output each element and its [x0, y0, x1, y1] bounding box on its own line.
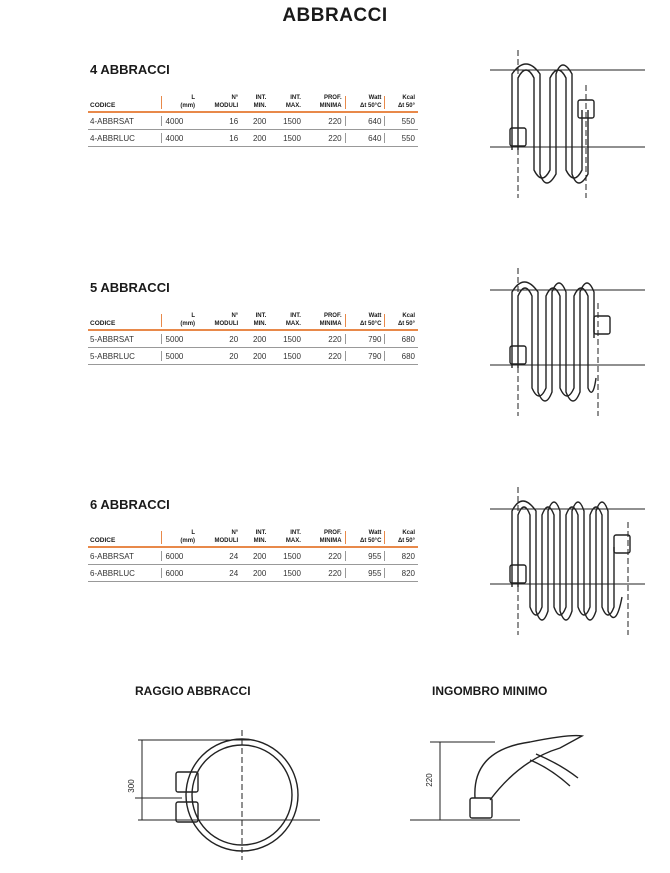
cell-int-min: 200: [252, 117, 267, 126]
raggio-diagram: [120, 720, 340, 870]
col-header-prof: PROF. MINIMA: [319, 95, 342, 109]
cell-int-max: 1500: [283, 569, 301, 578]
col-header-l: L (mm): [161, 312, 199, 330]
col-header-codice: CODICE: [90, 320, 116, 327]
col-header-moduli: N° MODULI: [214, 95, 239, 109]
cell-prof: 220: [328, 134, 342, 143]
raggio-dimension: 300: [127, 779, 136, 793]
spec-table-5-abbracci: [88, 312, 418, 365]
table-header-row: [88, 312, 418, 330]
col-header-int-min: INT. MIN.: [253, 313, 267, 327]
cell-codice: 5-ABBRLUC: [90, 352, 135, 361]
col-header-int-min: INT. MIN.: [253, 95, 267, 109]
cell-moduli: 16: [229, 134, 239, 143]
cell-kcal: 550: [384, 130, 418, 147]
table-row: [88, 112, 418, 130]
table-row: [88, 130, 418, 147]
spec-table-4-abbracci: [88, 94, 418, 147]
cell-int-min: 200: [252, 552, 267, 561]
cell-moduli: 24: [229, 569, 239, 578]
table-row: [88, 330, 418, 348]
cell-int-max: 1500: [283, 117, 301, 126]
cell-kcal: 820: [384, 565, 418, 582]
col-header-int-max: INT. MAX.: [285, 530, 301, 544]
cell-watt: 640: [345, 112, 385, 130]
section-title-5-abbracci: 5 ABBRACCI: [90, 280, 170, 295]
table-header-row: [88, 529, 418, 547]
cell-kcal: 680: [384, 330, 418, 348]
cell-int-max: 1500: [283, 335, 301, 344]
cell-watt: 790: [345, 330, 385, 348]
col-header-prof: PROF. MINIMA: [319, 530, 342, 544]
cell-prof: 220: [328, 569, 342, 578]
cell-moduli: 20: [229, 352, 239, 361]
cell-codice: 6-ABBRLUC: [90, 569, 135, 578]
cell-int-max: 1500: [283, 352, 301, 361]
spec-table-6-abbracci: [88, 529, 418, 582]
coil-drawing-4-abbracci: [490, 50, 650, 200]
coil-drawing-6-abbracci: [490, 487, 650, 637]
cell-prof: 220: [328, 552, 342, 561]
cell-watt: 790: [345, 348, 385, 365]
col-header-int-max: INT. MAX.: [285, 95, 301, 109]
col-header-watt: Watt Δt 50°C: [345, 94, 385, 112]
cell-l: 6000: [161, 565, 199, 582]
cell-int-min: 200: [252, 352, 267, 361]
cell-codice: 4-ABBRSAT: [90, 117, 134, 126]
cell-watt: 955: [345, 547, 385, 565]
col-header-l: L (mm): [161, 94, 199, 112]
table-row: [88, 547, 418, 565]
col-header-watt: Watt Δt 50°C: [345, 312, 385, 330]
section-title-6-abbracci: 6 ABBRACCI: [90, 497, 170, 512]
col-header-codice: CODICE: [90, 537, 116, 544]
cell-prof: 220: [328, 117, 342, 126]
cell-int-min: 200: [252, 569, 267, 578]
ingombro-diagram: [410, 720, 610, 830]
table-header-row: [88, 94, 418, 112]
raggio-title: RAGGIO ABBRACCI: [135, 684, 251, 698]
cell-prof: 220: [328, 335, 342, 344]
cell-codice: 5-ABBRSAT: [90, 335, 134, 344]
cell-l: 5000: [161, 348, 199, 365]
col-header-kcal: Kcal Δt 50°: [384, 94, 418, 112]
cell-prof: 220: [328, 352, 342, 361]
cell-int-min: 200: [252, 134, 267, 143]
cell-moduli: 16: [229, 117, 239, 126]
col-header-codice: CODICE: [90, 102, 116, 109]
coil-drawing-5-abbracci: [490, 268, 650, 418]
cell-watt: 955: [345, 565, 385, 582]
cell-int-max: 1500: [283, 552, 301, 561]
section-title-4-abbracci: 4 ABBRACCI: [90, 62, 170, 77]
page-title: ABBRACCI: [282, 5, 388, 26]
ingombro-dimension: 220: [425, 773, 434, 787]
ingombro-title: INGOMBRO MINIMO: [432, 684, 548, 698]
cell-l: 4000: [161, 130, 199, 147]
cell-kcal: 550: [384, 112, 418, 130]
col-header-int-max: INT. MAX.: [285, 313, 301, 327]
cell-int-min: 200: [252, 335, 267, 344]
col-header-l: L (mm): [161, 529, 199, 547]
cell-watt: 640: [345, 130, 385, 147]
cell-int-max: 1500: [283, 134, 301, 143]
col-header-moduli: N° MODULI: [214, 530, 239, 544]
col-header-watt: Watt Δt 50°C: [345, 529, 385, 547]
cell-l: 5000: [161, 330, 199, 348]
col-header-prof: PROF. MINIMA: [319, 313, 342, 327]
col-header-kcal: Kcal Δt 50°: [384, 312, 418, 330]
cell-moduli: 20: [229, 335, 239, 344]
cell-codice: 6-ABBRSAT: [90, 552, 134, 561]
col-header-moduli: N° MODULI: [214, 313, 239, 327]
cell-moduli: 24: [229, 552, 239, 561]
cell-kcal: 680: [384, 348, 418, 365]
col-header-int-min: INT. MIN.: [253, 530, 267, 544]
col-header-kcal: Kcal Δt 50°: [384, 529, 418, 547]
table-row: [88, 565, 418, 582]
cell-l: 6000: [161, 547, 199, 565]
cell-kcal: 820: [384, 547, 418, 565]
table-row: [88, 348, 418, 365]
cell-codice: 4-ABBRLUC: [90, 134, 135, 143]
cell-l: 4000: [161, 112, 199, 130]
